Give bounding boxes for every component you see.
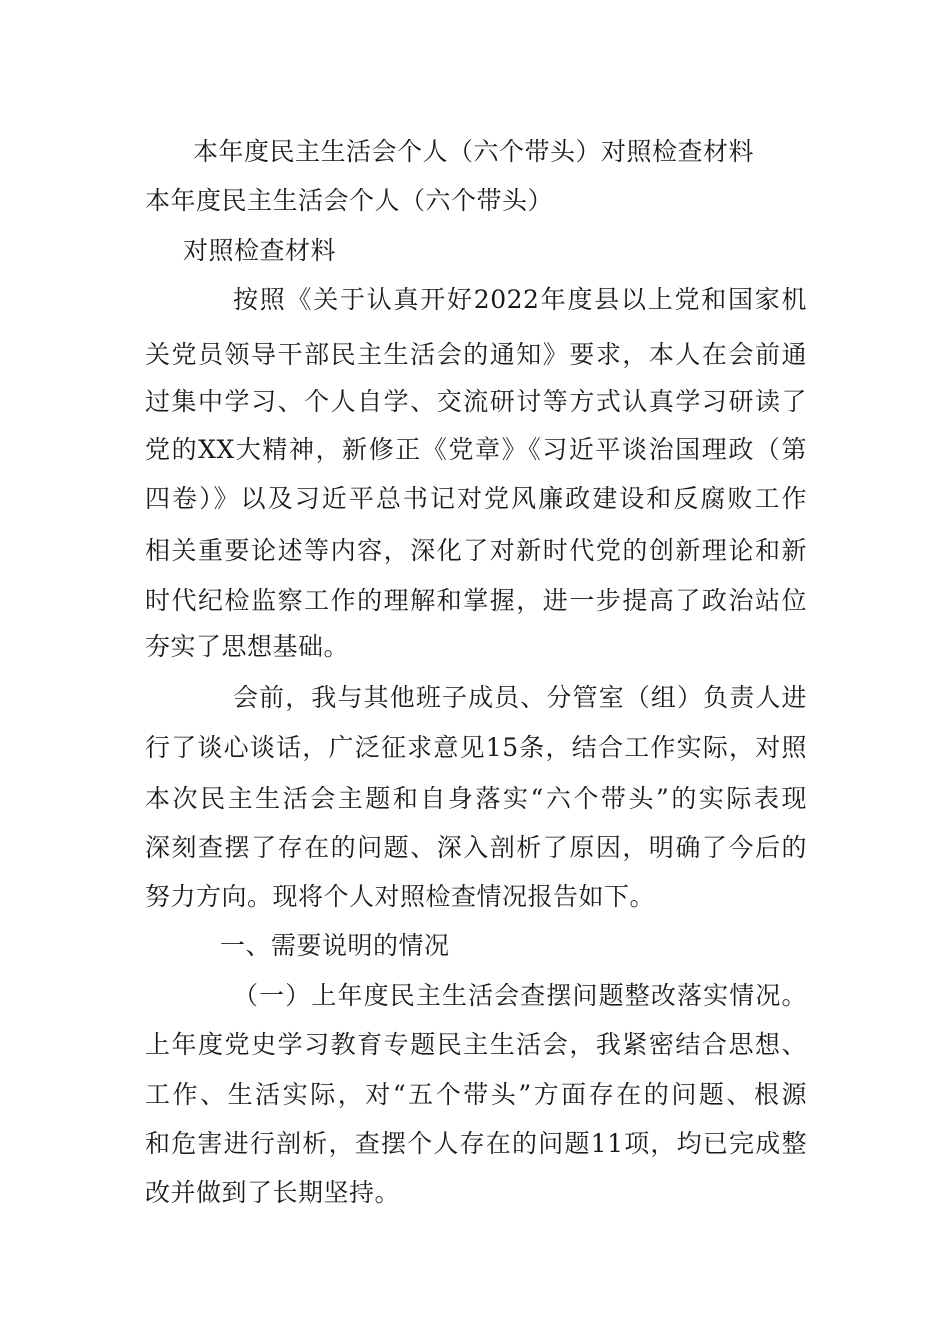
paragraph-1-line-5: 四卷）》以及习近平总书记对党风廉政建设和反腐败工作 <box>145 484 807 513</box>
subsection-line-5: 改并做到了长期坚持。 <box>145 1178 401 1207</box>
subsection-line-2: 上年度党史学习教育专题民主生活会，我紧密结合思想、 <box>145 1030 807 1059</box>
paragraph-2-line-1: 会前，我与其他班子成员、分管室（组）负责人进 <box>233 683 807 712</box>
section-heading: 一、需要说明的情况 <box>220 931 450 960</box>
paragraph-1-line-7: 时代纪检监察工作的理解和掌握，进一步提高了政治站位 <box>145 586 807 615</box>
paragraph-2-line-5: 努力方向。现将个人对照检查情况报告如下。 <box>145 882 656 911</box>
subsection-line-4: 和危害进行剖析，查摆个人存在的问题11项，均已完成整 <box>145 1129 807 1158</box>
paragraph-1-line-1: 按照《关于认真开好2022年度县以上党和国家机 <box>233 285 807 314</box>
paragraph-1-line-8: 夯实了思想基础。 <box>145 632 350 661</box>
paragraph-1-line-6: 相关重要论述等内容，深化了对新时代党的创新理论和新 <box>145 536 807 565</box>
paragraph-1-line-4: 党的XX大精神，新修正《党章》《习近平谈治国理政（第 <box>145 435 807 464</box>
title-line-1: 本年度民主生活会个人（六个带头） <box>145 186 554 215</box>
paragraph-2-line-4: 深刻查摆了存在的问题、深入剖析了原因，明确了今后的 <box>145 833 807 862</box>
paragraph-1-line-2: 关党员领导干部民主生活会的通知》要求，本人在会前通 <box>145 340 807 369</box>
paragraph-2-line-2: 行了谈心谈话，广泛征求意见15条，结合工作实际，对照 <box>145 733 807 762</box>
subsection-line-3: 工作、生活实际，对“五个带头”方面存在的问题、根源 <box>145 1080 807 1109</box>
paragraph-2-line-3: 本次民主生活会主题和自身落实“六个带头”的实际表现 <box>145 784 807 813</box>
paragraph-1-line-3: 过集中学习、个人自学、交流研讨等方式认真学习研读了 <box>145 387 807 416</box>
document-heading: 本年度民主生活会个人（六个带头）对照检查材料 <box>193 137 755 166</box>
title-line-2: 对照检查材料 <box>183 236 337 265</box>
subsection-line-1: （一）上年度民主生活会查摆问题整改落实情况。 <box>233 981 807 1010</box>
